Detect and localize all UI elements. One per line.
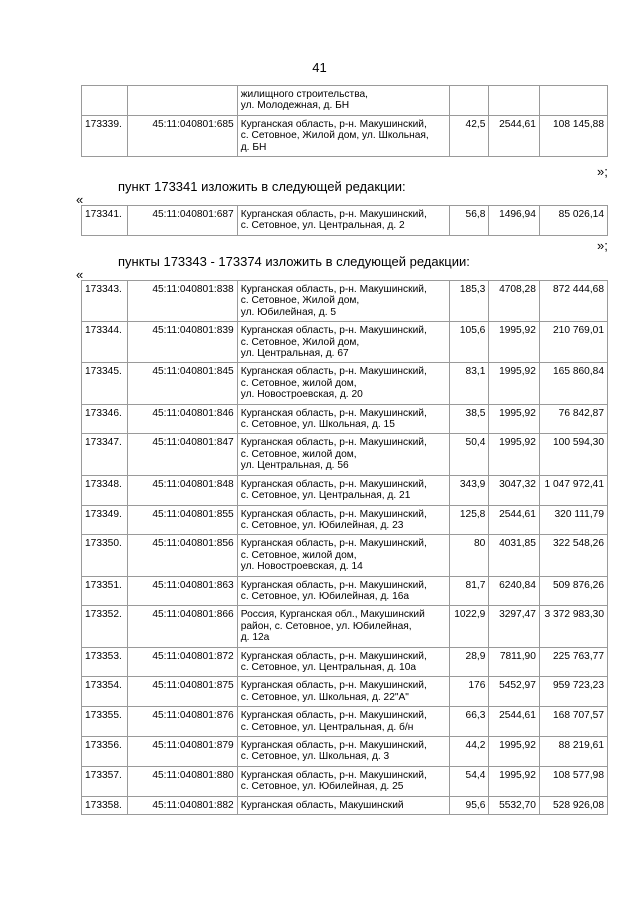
unit-cost-cell: 5532,70 (489, 796, 540, 814)
address-cell (237, 434, 449, 475)
area-cell: 80 (450, 535, 489, 576)
amendment-paragraph: пункт 173341 изложить в следующей редакции: (118, 179, 406, 194)
opening-quote: « (76, 192, 84, 207)
cadastral-number-cell: 45:11:040801:838 (128, 281, 237, 322)
table-row (82, 707, 608, 737)
cadastral-value-cell: 168 707,57 (539, 707, 607, 737)
cadastral-value-cell: 872 444,68 (539, 281, 607, 322)
address-cell (237, 322, 449, 363)
address-cell (237, 766, 449, 796)
area-cell: 38,5 (450, 404, 489, 434)
amendment-paragraph: пункты 173343 - 173374 изложить в следующей редакции: (118, 254, 470, 269)
unit-cost-cell: 6240,84 (489, 576, 540, 606)
table-row (82, 737, 608, 767)
table-row (82, 677, 608, 707)
address-line: Курганская область, р-н. Макушинский, (240, 508, 427, 520)
address-cell (237, 647, 449, 677)
unit-cost-cell: 2544,61 (489, 115, 540, 156)
row-number-cell (82, 86, 128, 116)
address-cell (237, 505, 449, 535)
closing-quote: »; (597, 164, 608, 179)
cadastral-number-cell: 45:11:040801:866 (128, 606, 237, 647)
address-line: Курганская область, р-н. Макушинский, (240, 650, 427, 662)
address-line: с. Сетовное, Жилой дом, ул. Школьная, (240, 130, 429, 142)
opening-quote: « (76, 267, 84, 282)
address-cell (237, 404, 449, 434)
registry-table-top (81, 85, 608, 157)
cadastral-value-cell: 100 594,30 (539, 434, 607, 475)
address-cell (237, 363, 449, 404)
unit-cost-cell: 1995,92 (489, 434, 540, 475)
cadastral-value-cell: 225 763,77 (539, 647, 607, 677)
table-row (82, 475, 608, 505)
unit-cost-cell: 2544,61 (489, 505, 540, 535)
address-line: с. Сетовное, Жилой дом, (240, 336, 360, 348)
address-line: с. Сетовное, ул. Школьная, д. 15 (240, 419, 395, 431)
cadastral-value-cell: 88 219,61 (539, 737, 607, 767)
address-line: Курганская область, р-н. Макушинский, (240, 407, 427, 419)
area-cell: 83,1 (450, 363, 489, 404)
address-line: д. 12а (240, 632, 270, 644)
page-number: 41 (312, 60, 327, 75)
address-line: Курганская область, р-н. Макушинский, (240, 579, 427, 591)
address-cell (237, 86, 449, 116)
table-row (82, 281, 608, 322)
row-number-cell: 173344. (82, 322, 128, 363)
cadastral-value-cell: 76 842,87 (539, 404, 607, 434)
cadastral-value-cell: 320 111,79 (539, 505, 607, 535)
row-number-cell: 173349. (82, 505, 128, 535)
unit-cost-cell: 1995,92 (489, 322, 540, 363)
address-line: ул. Юбилейная, д. 5 (240, 306, 337, 318)
row-number-cell: 173353. (82, 647, 128, 677)
area-cell: 125,8 (450, 505, 489, 535)
cadastral-value-cell: 959 723,23 (539, 677, 607, 707)
row-number-cell: 173346. (82, 404, 128, 434)
address-line: с. Сетовное, жилой дом, (240, 377, 357, 389)
address-line: Курганская область, р-н. Макушинский, (240, 769, 427, 781)
address-line: с. Сетовное, жилой дом, (240, 549, 357, 561)
cadastral-number-cell: 45:11:040801:855 (128, 505, 237, 535)
address-cell (237, 796, 449, 814)
address-line: с. Сетовное, ул. Школьная, д. 22"А" (240, 691, 409, 703)
unit-cost-cell: 1995,92 (489, 737, 540, 767)
cadastral-value-cell: 509 876,26 (539, 576, 607, 606)
area-cell: 50,4 (450, 434, 489, 475)
table-row (82, 766, 608, 796)
address-line: Курганская область, р-н. Макушинский, (240, 478, 427, 490)
address-line: жилищного строительства, (240, 89, 368, 100)
area-cell: 185,3 (450, 281, 489, 322)
address-line: Курганская область, р-н. Макушинский, (240, 325, 427, 337)
registry-table-middle (81, 205, 608, 236)
row-number-cell: 173356. (82, 737, 128, 767)
unit-cost-cell: 1995,92 (489, 766, 540, 796)
unit-cost-cell: 4031,85 (489, 535, 540, 576)
unit-cost-cell (489, 86, 540, 116)
table-row (82, 647, 608, 677)
address-line: с. Сетовное, ул. Юбилейная, д. 23 (240, 519, 404, 531)
cadastral-number-cell: 45:11:040801:856 (128, 535, 237, 576)
registry-table-main (81, 280, 608, 815)
address-line: с. Сетовное, ул. Школьная, д. 3 (240, 751, 390, 763)
address-line: Курганская область, Макушинский (240, 799, 404, 811)
cadastral-number-cell: 45:11:040801:687 (128, 206, 237, 236)
area-cell: 44,2 (450, 737, 489, 767)
row-number-cell: 173348. (82, 475, 128, 505)
cadastral-number-cell: 45:11:040801:863 (128, 576, 237, 606)
unit-cost-cell: 1995,92 (489, 404, 540, 434)
cadastral-value-cell: 528 926,08 (539, 796, 607, 814)
cadastral-number-cell: 45:11:040801:847 (128, 434, 237, 475)
area-cell: 176 (450, 677, 489, 707)
cadastral-number-cell: 45:11:040801:845 (128, 363, 237, 404)
cadastral-value-cell: 108 577,98 (539, 766, 607, 796)
address-line: ул. Центральная, д. 56 (240, 460, 349, 472)
address-cell (237, 707, 449, 737)
cadastral-value-cell (539, 86, 607, 116)
cadastral-number-cell: 45:11:040801:880 (128, 766, 237, 796)
address-line: Курганская область, р-н. Макушинский, (240, 538, 427, 550)
address-line: Россия, Курганская обл., Макушинский (240, 609, 425, 621)
address-line: с. Сетовное, Жилой дом, (240, 295, 360, 307)
unit-cost-cell: 5452,97 (489, 677, 540, 707)
area-cell: 56,8 (450, 206, 489, 236)
address-cell (237, 737, 449, 767)
row-number-cell: 173357. (82, 766, 128, 796)
cadastral-value-cell: 210 769,01 (539, 322, 607, 363)
cadastral-number-cell: 45:11:040801:879 (128, 737, 237, 767)
address-line: Курганская область, р-н. Макушинский, (240, 284, 427, 295)
cadastral-value-cell: 322 548,26 (539, 535, 607, 576)
row-number-cell: 173339. (82, 115, 128, 156)
table-row (82, 434, 608, 475)
row-number-cell: 173352. (82, 606, 128, 647)
address-line: Курганская область, р-н. Макушинский, (240, 437, 427, 449)
table-row (82, 576, 608, 606)
table-row (82, 535, 608, 576)
cadastral-number-cell: 45:11:040801:846 (128, 404, 237, 434)
row-number-cell: 173343. (82, 281, 128, 322)
address-line: с. Сетовное, ул. Центральная, д. 21 (240, 490, 411, 502)
address-cell (237, 576, 449, 606)
unit-cost-cell: 3047,32 (489, 475, 540, 505)
address-line: Курганская область, р-н. Макушинский, (240, 710, 427, 722)
address-line: Курганская область, р-н. Макушинский, (240, 209, 427, 220)
area-cell: 95,6 (450, 796, 489, 814)
area-cell: 343,9 (450, 475, 489, 505)
row-number-cell: 173358. (82, 796, 128, 814)
address-line: Курганская область, р-н. Макушинский, (240, 118, 427, 130)
area-cell (450, 86, 489, 116)
area-cell: 66,3 (450, 707, 489, 737)
address-cell (237, 475, 449, 505)
row-number-cell: 173355. (82, 707, 128, 737)
row-number-cell: 173350. (82, 535, 128, 576)
table-row (82, 505, 608, 535)
area-cell: 81,7 (450, 576, 489, 606)
address-cell (237, 115, 449, 156)
area-cell: 28,9 (450, 647, 489, 677)
address-line: ул. Новостроевская, д. 20 (240, 389, 363, 401)
row-number-cell: 173345. (82, 363, 128, 404)
cadastral-number-cell: 45:11:040801:875 (128, 677, 237, 707)
address-cell (237, 206, 449, 236)
address-line: д. БН (240, 141, 267, 153)
table-row (82, 322, 608, 363)
address-line: ул. Молодежная, д. БН (240, 100, 350, 112)
area-cell: 54,4 (450, 766, 489, 796)
unit-cost-cell: 4708,28 (489, 281, 540, 322)
address-line: Курганская область, р-н. Макушинский, (240, 680, 427, 692)
cadastral-value-cell: 85 026,14 (539, 206, 607, 236)
address-line: ул. Центральная, д. 67 (240, 348, 349, 360)
address-line: с. Сетовное, ул. Центральная, д. б/н (240, 721, 414, 733)
row-number-cell: 173347. (82, 434, 128, 475)
address-line: с. Сетовное, ул. Юбилейная, д. 25 (240, 781, 404, 793)
address-cell (237, 606, 449, 647)
area-cell: 42,5 (450, 115, 489, 156)
cadastral-number-cell: 45:11:040801:876 (128, 707, 237, 737)
cadastral-number-cell: 45:11:040801:839 (128, 322, 237, 363)
table-row (82, 363, 608, 404)
address-line: с. Сетовное, ул. Центральная, д. 2 (240, 220, 405, 232)
address-cell (237, 677, 449, 707)
closing-quote: »; (597, 238, 608, 253)
cadastral-number-cell: 45:11:040801:872 (128, 647, 237, 677)
address-line: Курганская область, р-н. Макушинский, (240, 366, 427, 378)
address-cell (237, 281, 449, 322)
address-line: с. Сетовное, ул. Юбилейная, д. 16а (240, 590, 410, 602)
table-row (82, 86, 608, 116)
cadastral-value-cell: 3 372 983,30 (539, 606, 607, 647)
unit-cost-cell: 1496,94 (489, 206, 540, 236)
address-line: Курганская область, р-н. Макушинский, (240, 740, 427, 751)
cadastral-number-cell: 45:11:040801:685 (128, 115, 237, 156)
row-number-cell: 173354. (82, 677, 128, 707)
unit-cost-cell: 3297,47 (489, 606, 540, 647)
row-number-cell: 173341. (82, 206, 128, 236)
table-row (82, 206, 608, 236)
table-row (82, 115, 608, 156)
address-line: с. Сетовное, жилой дом, (240, 448, 357, 460)
cadastral-value-cell: 165 860,84 (539, 363, 607, 404)
unit-cost-cell: 7811,90 (489, 647, 540, 677)
area-cell: 105,6 (450, 322, 489, 363)
address-line: район, с. Сетовное, ул. Юбилейная, (240, 620, 412, 632)
area-cell: 1022,9 (450, 606, 489, 647)
address-cell (237, 535, 449, 576)
cadastral-value-cell: 1 047 972,41 (539, 475, 607, 505)
table-row (82, 796, 608, 814)
row-number-cell: 173351. (82, 576, 128, 606)
table-row (82, 606, 608, 647)
address-line: с. Сетовное, ул. Центральная, д. 10а (240, 661, 417, 673)
cadastral-number-cell: 45:11:040801:848 (128, 475, 237, 505)
address-line: ул. Новостроевская, д. 14 (240, 561, 363, 573)
unit-cost-cell: 2544,61 (489, 707, 540, 737)
unit-cost-cell: 1995,92 (489, 363, 540, 404)
cadastral-number-cell: 45:11:040801:882 (128, 796, 237, 814)
cadastral-number-cell (128, 86, 237, 116)
table-row (82, 404, 608, 434)
cadastral-value-cell: 108 145,88 (539, 115, 607, 156)
